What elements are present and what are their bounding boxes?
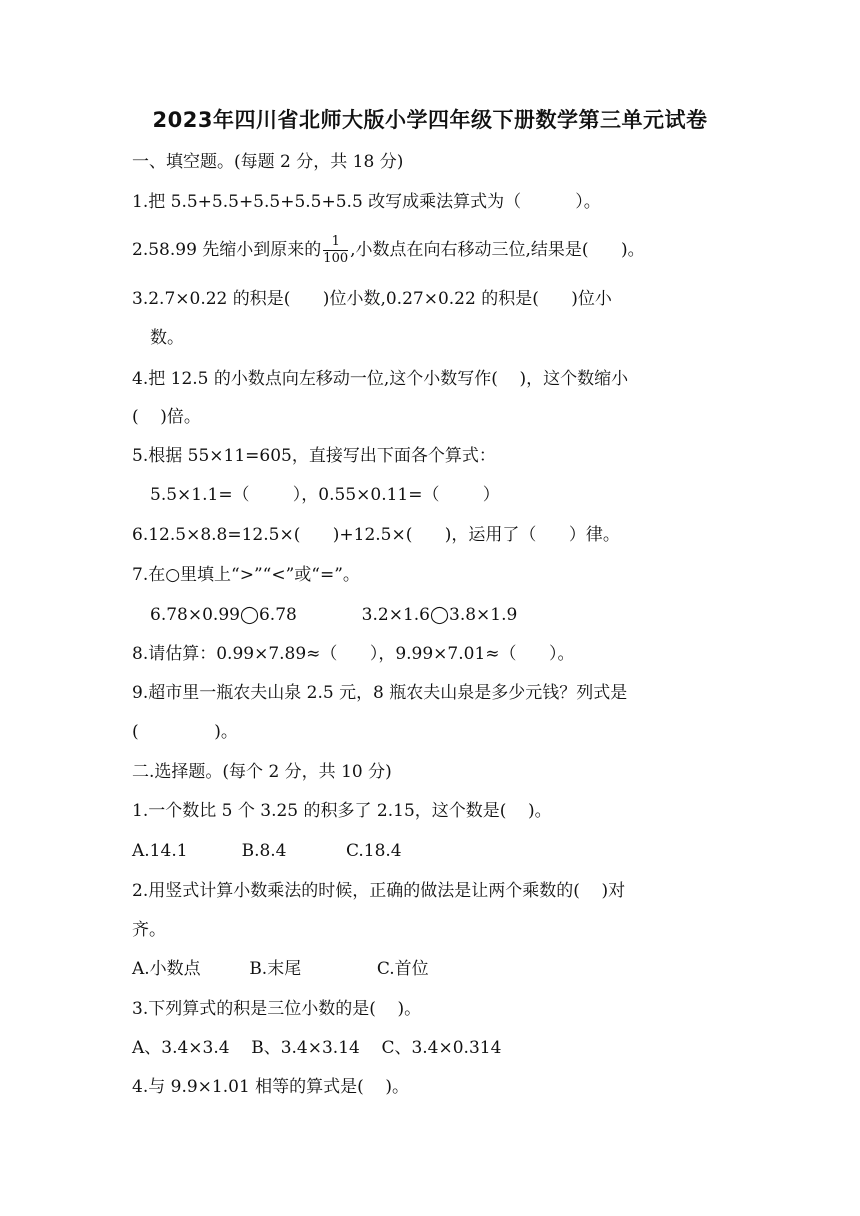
question-1-7-line-1: 7.在○里填上“>”“<”或“=”。 xyxy=(132,565,360,585)
question-1-2-text-after: ,小数点在向右移动三位,结果是( )。 xyxy=(350,240,645,260)
question-2-3-options: A、3.4×3.4 B、3.4×3.14 C、3.4×0.314 xyxy=(132,1038,502,1058)
question-1-4-line-1: 4.把 12.5 的小数点向左移动一位,这个小数写作( )，这个数缩小 xyxy=(132,369,629,389)
fraction-denominator: 100 xyxy=(323,251,349,266)
fraction xyxy=(323,234,348,267)
section-2-heading: 二.选择题。(每个 2 分，共 10 分) xyxy=(132,762,392,782)
question-2-1-options: A.14.1 B.8.4 C.18.4 xyxy=(132,841,402,861)
page-title: 2023年四川省北师大版小学四年级下册数学第三单元试卷 xyxy=(152,108,708,132)
question-1-7-line-2: 6.78×0.99◯6.78 3.2×1.6◯3.8×1.9 xyxy=(150,605,518,625)
question-2-3: 3.下列算式的积是三位小数的是( )。 xyxy=(132,999,422,1019)
question-1-1: 1.把 5.5+5.5+5.5+5.5+5.5 改写成乘法算式为（ ）。 xyxy=(132,192,601,212)
question-1-2-text-before: 2.58.99 先缩小到原来的 xyxy=(132,240,322,260)
question-1-2 xyxy=(132,234,645,267)
question-1-9-line-1: 9.超市里一瓶农夫山泉 2.5 元，8 瓶农夫山泉是多少元钱？列式是 xyxy=(132,683,628,703)
fraction-numerator: 1 xyxy=(323,234,348,251)
question-2-2-line-1: 2.用竖式计算小数乘法的时候，正确的做法是让两个乘数的( )对 xyxy=(132,881,626,901)
question-2-1: 1.一个数比 5 个 3.25 的积多了 2.15，这个数是( )。 xyxy=(132,801,552,821)
question-2-4: 4.与 9.9×1.01 相等的算式是( )。 xyxy=(132,1077,410,1097)
question-1-6: 6.12.5×8.8=12.5×( )+12.5×( )，运用了（ ）律。 xyxy=(132,525,620,545)
question-1-8: 8.请估算：0.99×7.89≈（ ），9.99×7.01≈（ ）。 xyxy=(132,644,575,664)
question-1-5-line-1: 5.根据 55×11=605，直接写出下面各个算式： xyxy=(132,446,496,466)
question-2-2-line-2: 齐。 xyxy=(132,920,166,940)
question-1-4-line-2: ( )倍。 xyxy=(132,407,201,427)
question-1-3-line-1: 3.2.7×0.22 的积是( )位小数,0.27×0.22 的积是( )位小 xyxy=(132,289,612,309)
question-1-9-line-2: ( )。 xyxy=(132,722,238,742)
question-1-3-line-2: 数。 xyxy=(150,328,184,348)
question-1-5-line-2: 5.5×1.1=（ ），0.55×0.11=（ ） xyxy=(150,485,500,505)
question-2-2-options: A.小数点 B.末尾 C.首位 xyxy=(132,959,429,979)
section-1-heading: 一、填空题。(每题 2 分，共 18 分) xyxy=(132,152,404,172)
